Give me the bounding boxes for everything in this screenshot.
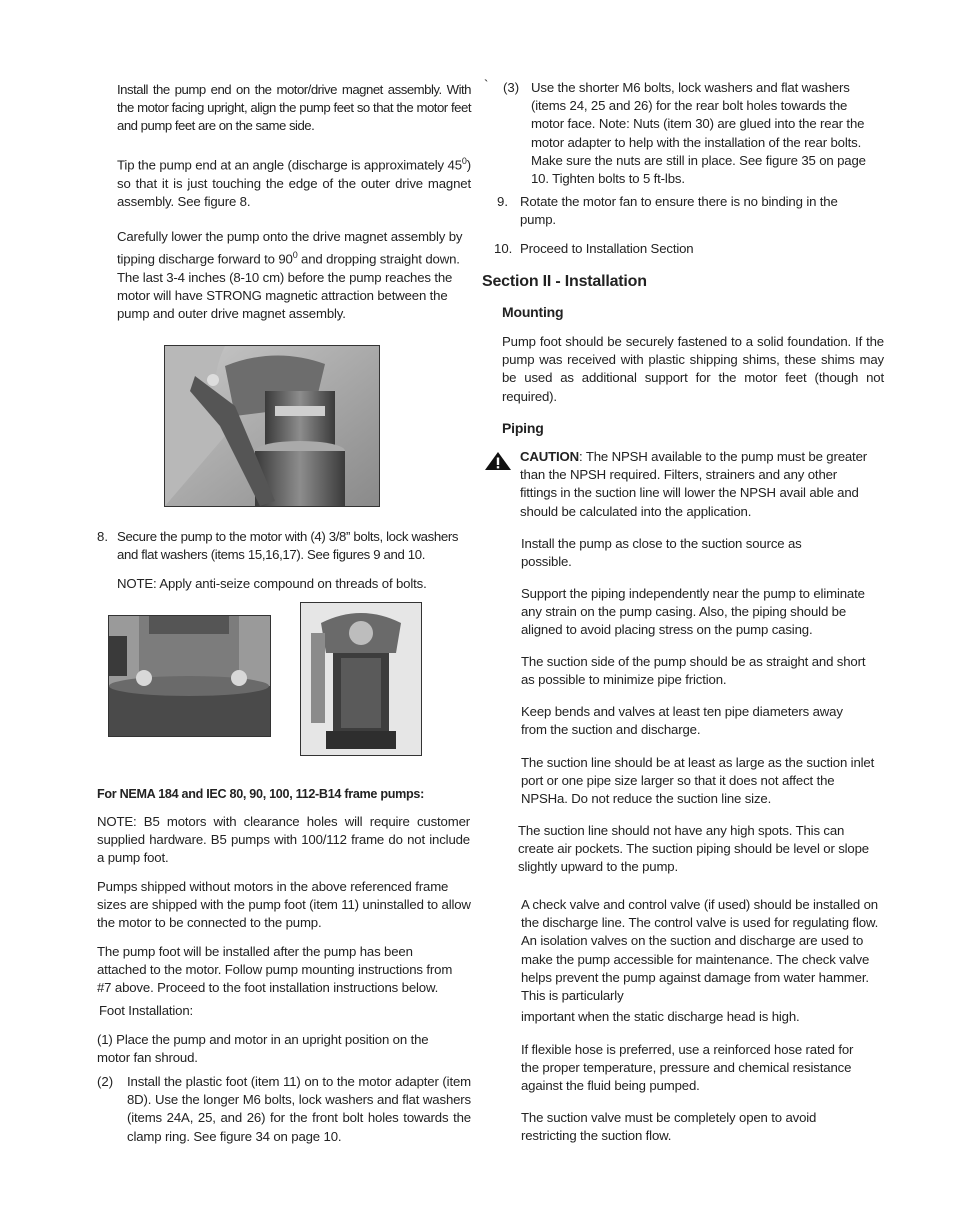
install-pump-text: Install the pump end on the motor/drive magnet assembly. With the motor facing upright, align the pump feet so that the motor feet and pump feet are on the same side. (117, 82, 471, 134)
step-8-text: Secure the pump to the motor with (4) 3/8” bolts, lock washers and flat washers (items 15,16,17). See figures 9 and 10. (117, 529, 459, 563)
pumps-shipped-paragraph (97, 878, 473, 933)
pump-lowering-image (165, 346, 379, 506)
caution-label: CAUTION (520, 449, 580, 464)
piping-paragraph-7 (521, 896, 881, 1026)
step-9-paragraph (520, 193, 870, 229)
step-9-text: Rotate the motor fan to ensure there is no binding in the pump. (520, 194, 838, 228)
stray-tick: ` (484, 77, 489, 92)
caution-paragraph (520, 448, 870, 521)
step-9-number: 9. (497, 194, 508, 209)
figure-8-photo (164, 345, 380, 507)
figure-10-photo (300, 602, 422, 756)
piping-paragraph-3 (521, 653, 871, 689)
pump-assembly-image (301, 603, 421, 755)
tip-pump-text-b: ) so that it is just touching the edge of the outer drive magnet assembly. See figure 8. (117, 157, 471, 209)
foot-install-step-3 (531, 79, 871, 188)
step-10-paragraph (520, 240, 870, 258)
piping-text-2: Support the piping independently near the pump to eliminate any strain on the pump casing. Also, the piping should be aligned to avoid placing stress on the pump casing. (521, 586, 865, 638)
step-8-number: 8. (97, 529, 108, 544)
piping-text-8: If flexible hose is preferred, use a reinforced hose rated for the proper temperature, pressure and chemical resistance against the fluid being pumped. (521, 1042, 854, 1094)
piping-text-4: Keep bends and valves at least ten pipe diameters away from the suction and discharge. (521, 704, 843, 738)
piping-paragraph-2 (521, 585, 883, 640)
foot-install-step-1-text: (1) Place the pump and motor in an upright position on the motor fan shroud. (97, 1032, 429, 1066)
piping-heading: Piping (502, 420, 544, 436)
caution-body: : The NPSH available to the pump must be greater than the NPSH required. Filters, strainers and any other fittings in the suction line will lower the NPSH avail able and should be calculated into the application. (520, 449, 867, 519)
foot-install-step-1 (97, 1031, 457, 1067)
caution-text (520, 448, 870, 521)
foot-install-step-2 (127, 1073, 471, 1146)
step-8-paragraph (117, 528, 471, 564)
lower-pump-text-a: Carefully lower the pump onto the drive magnet assembly by tipping discharge forward to 90 (117, 229, 463, 267)
section-ii-heading: Section II - Installation (482, 273, 647, 290)
warning-triangle-icon (484, 451, 512, 471)
piping-paragraph-1 (521, 535, 851, 571)
mounting-text: Pump foot should be securely fastened to a solid foundation. If the pump was received with plastic shipping shims, these shims may be used as additional support for the motor feet (though not required). (502, 334, 884, 404)
degree-sup: 0 (461, 156, 467, 166)
note-b5-paragraph (97, 813, 470, 868)
nema-heading: For NEMA 184 and IEC 80, 90, 100, 112-B14 frame pumps: (97, 787, 424, 801)
pumps-shipped-text: Pumps shipped without motors in the above referenced frame sizes are shipped with the pump foot (item 11) uninstalled to allow the motor to be connected to the pump. (97, 879, 471, 931)
piping-text-1: Install the pump as close to the suction source as possible. (521, 536, 802, 570)
lower-pump-text-b: and dropping straight down. The last 3-4 inches (8-10 cm) before the pump reaches the motor will have STRONG magnetic attraction between the pump and outer drive magnet assembly. (117, 251, 460, 322)
pump-foot-paragraph (97, 943, 465, 998)
tip-pump-paragraph (117, 152, 471, 211)
piping-text-9: The suction valve must be completely open to avoid restricting the suction flow. (521, 1110, 817, 1144)
tip-pump-text (117, 152, 471, 211)
piping-text-3: The suction side of the pump should be as straight and short as possible to minimize pipe friction. (521, 654, 866, 688)
lower-pump-paragraph (117, 228, 475, 323)
note-anti-seize-text: NOTE: Apply anti-seize compound on threads of bolts. (117, 576, 427, 591)
piping-text-6: The suction line should not have any high spots. This can create air pockets. The suction piping should be level or slope slightly upward to the pump. (518, 823, 869, 875)
note-b5-text: NOTE: B5 motors with clearance holes will require customer supplied hardware. B5 pumps with 100/112 frame do not include a pump foot. (97, 814, 470, 866)
foot-install-step-2-text: Install the plastic foot (item 11) on to the motor adapter (item 8D). Use the longer M6 bolts, lock washers and flat washers (items 24A, 25, and 26) for the front bolt holes towards the clamp ring. See figure 34 on page 10. (127, 1074, 471, 1144)
piping-paragraph-4 (521, 703, 871, 739)
piping-paragraph-6 (518, 822, 878, 877)
mounting-heading: Mounting (502, 304, 564, 320)
degree-sup: 0 (292, 250, 298, 261)
foot-install-step-2-number: (2) (97, 1074, 114, 1089)
piping-paragraph-5 (521, 754, 876, 809)
step-10-text: Proceed to Installation Section (520, 241, 694, 256)
pump-bolts-image (109, 616, 270, 736)
piping-paragraph-8 (521, 1041, 871, 1096)
tip-pump-text-a: Tip the pump end at an angle (discharge is approximately 45 (117, 157, 462, 173)
piping-paragraph-9 (521, 1109, 851, 1145)
lower-pump-text (117, 228, 475, 323)
note-anti-seize (117, 575, 471, 593)
foot-install-step-3-text: Use the shorter M6 bolts, lock washers and flat washers (items 24, 25 and 26) for the rear bolt holes towards the motor face. Note: Nuts (item 30) are glued into the rear the motor adapter to help with the installation of the rear bolts. Make sure the nuts are still in place. See figure 35 on page 10. Tighten bolts to 5 ft-lbs. (531, 80, 866, 187)
step-10-number: 10. (494, 241, 513, 256)
piping-text-7b: important when the static discharge head is high. (521, 1009, 800, 1025)
pump-foot-text: The pump foot will be installed after the pump has been attached to the motor. Follow pump mounting instructions from #7 above. Proceed to the foot installation instructions below. (97, 944, 453, 996)
piping-text-5: The suction line should be at least as large as the suction inlet port or one pipe size larger so that it does not affect the NPSHa. Do not reduce the suction line size. (521, 755, 875, 807)
mounting-paragraph (502, 333, 884, 406)
foot-installation-label: Foot Installation: (99, 1003, 194, 1018)
foot-install-step-3-number: (3) (503, 80, 520, 95)
figure-9-photo (108, 615, 271, 737)
install-pump-paragraph (117, 81, 471, 136)
piping-text-7a: A check valve and control valve (if used) should be installed on the discharge line. The control valve is used for regulating flow. An isolation valves on the suction and discharge are used to make the pump accessible for maintenance. The check valve helps prevent the pump against damage from water hammer. This is particularly (521, 897, 879, 1004)
